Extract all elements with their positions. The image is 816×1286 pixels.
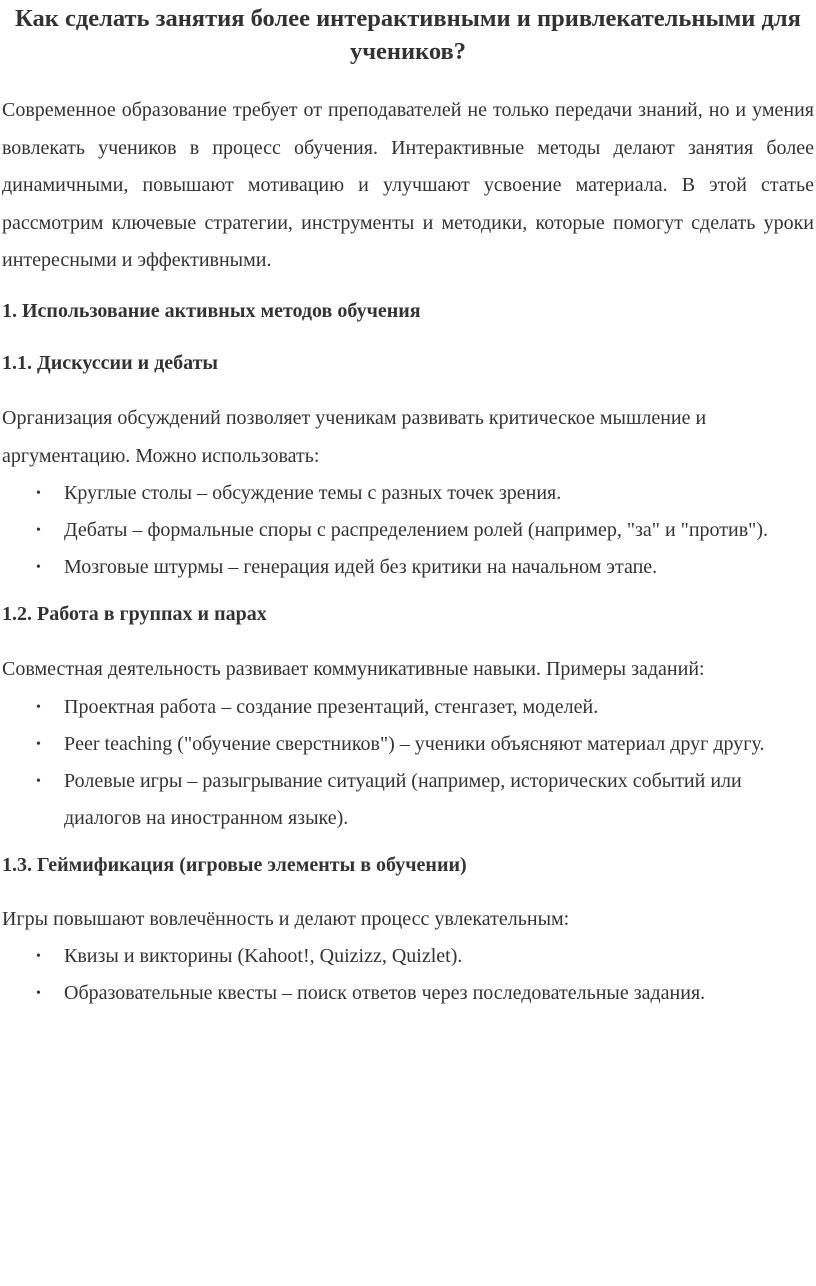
list-item xyxy=(2,726,814,763)
list-item xyxy=(2,512,814,549)
list-item xyxy=(2,763,814,837)
bullet-icon: • xyxy=(36,949,41,965)
bullet-icon: • xyxy=(36,486,41,502)
list-item-text: Образовательные квесты – поиск ответов через последовательные задания. xyxy=(64,982,706,1005)
list-item xyxy=(2,475,814,512)
list-item xyxy=(2,689,814,726)
bullet-icon: • xyxy=(36,699,41,715)
list-item-text: Ролевые игры – разыгрывание ситуаций (например, исторических событий или диалогов на иностранном языке). xyxy=(64,769,742,829)
section-1-heading: 1. Использование активных методов обучения xyxy=(2,299,421,322)
intro-paragraph: Современное образование требует от преподавателей не только передачи знаний, но и умения вовлекать учеников в процесс обучения. Интерактивные методы делают занятия более динамичными, повышают мотивацию и улучшают усвоение материала. В этой статье рассмотрим ключевые стратегии, инструменты и методики, которые помогут сделать уроки интересными и эффективными. xyxy=(2,99,814,272)
list-item xyxy=(2,975,814,1012)
list-item-text: Peer teaching ("обучение сверстников") – ученики объясняют материал друг другу. xyxy=(64,732,765,755)
list-item-text: Мозговые штурмы – генерация идей без критики на начальном этапе. xyxy=(64,556,658,579)
bullet-icon: • xyxy=(36,560,41,576)
subsection-1-2-text: Совместная деятельность развивает коммуникативные навыки. Примеры заданий: xyxy=(2,658,705,681)
document-title: Как сделать занятия более интерактивными и привлекательными для учеников? xyxy=(15,5,801,65)
subsection-1-1-text: Организация обсуждений позволяет ученикам развивать критическое мышление и аргументацию. Можно использовать: xyxy=(2,406,707,467)
bullet-icon: • xyxy=(36,736,41,752)
subsection-1-3-heading: 1.3. Геймификация (игровые элементы в обучении) xyxy=(2,853,467,876)
list-item-text: Проектная работа – создание презентаций, стенгазет, моделей. xyxy=(64,695,599,718)
bullet-icon: • xyxy=(36,986,41,1002)
subsection-1-1-heading: 1.1. Дискуссии и дебаты xyxy=(2,351,219,374)
list-item-text: Круглые столы – обсуждение темы с разных точек зрения. xyxy=(64,482,562,505)
list-item-text: Квизы и викторины (Kahoot!, Quizizz, Quizlet). xyxy=(64,945,463,968)
subsection-1-2-heading: 1.2. Работа в группах и парах xyxy=(2,603,267,626)
subsection-1-2-list xyxy=(2,689,814,837)
list-item-text: Дебаты – формальные споры с распределением ролей (например, "за" и "против"). xyxy=(64,519,768,542)
subsection-1-1-list xyxy=(2,475,814,586)
subsection-1-3-list xyxy=(2,938,814,1012)
list-item xyxy=(2,549,814,586)
list-item xyxy=(2,938,814,975)
bullet-icon: • xyxy=(36,773,41,789)
subsection-1-3-text: Игры повышают вовлечённость и делают процесс увлекательным: xyxy=(2,907,570,930)
bullet-icon: • xyxy=(36,523,41,539)
